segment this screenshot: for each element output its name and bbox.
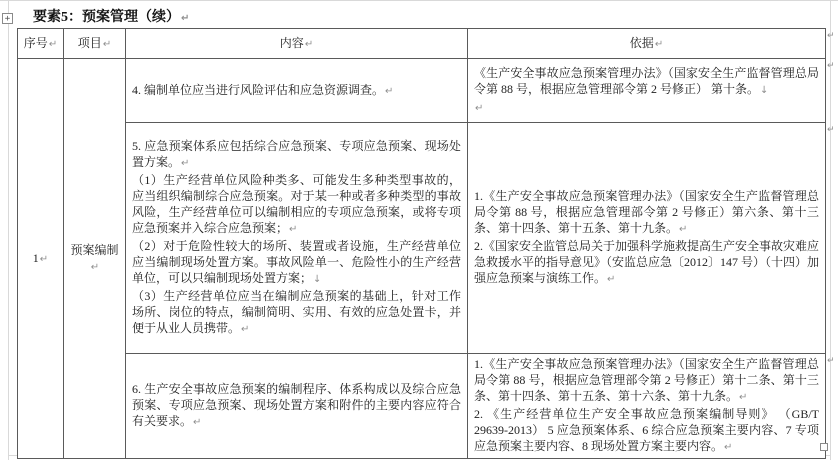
paragraph: （3）生产经营单位应当在编制应急预案的基础上，针对工作场所、岗位的特点，编制简明、实用、有效的应急处置卡，并便于从业人员携带。↵	[132, 289, 461, 335]
section-title-text: 要素5：预案管理（续）	[33, 10, 180, 25]
paragraph-mark-icon: ↵	[241, 324, 250, 335]
paragraph-mark-icon: ↵	[39, 253, 49, 265]
paragraph-mark-icon: ↵	[607, 274, 616, 285]
content-cell-row2[interactable]	[126, 123, 468, 354]
paragraph-mark-icon: ↵	[289, 224, 298, 235]
table-row	[18, 123, 826, 354]
basis-cell-row2[interactable]	[468, 123, 826, 354]
paragraph: 2. 《生产经营单位生产安全事故应急预案编制导则》 （GB/T 29639-2013） 5 应急预案体系、6 综合应急预案主要内容、7 专项应急预案主要内容、8 现场处置方案主要内容。↵	[474, 407, 819, 453]
paragraph: 2.《国家安全监管总局关于加强科学施救提高生产安全事故灾难应急救援水平的指导意见》（安监总应急〔2012〕147 号）（十四）加强应急预案与演练工作。↵	[474, 239, 820, 285]
paragraph: （2）对于危险性较大的场所、装置或者设施，生产经营单位应当编制现场处置方案。事故风险单一、危险性小的生产经营单位，可以只编制现场处置方案；↓	[132, 239, 461, 285]
page-edge-left	[8, 0, 9, 460]
header-basis: 依据↵	[468, 29, 826, 59]
header-project: 项目↵	[64, 29, 126, 59]
paragraph: 4. 编制单位应当进行风险评估和应急资源调查。↵	[132, 82, 394, 97]
content-cell-row3[interactable]	[126, 354, 468, 459]
table-resize-handle[interactable]	[820, 443, 828, 451]
plan-management-table[interactable]	[17, 28, 826, 459]
table-move-handle-icon[interactable]: +	[2, 13, 13, 24]
serial-cell[interactable]: 1↵	[18, 59, 64, 459]
header-serial: 序号↵	[18, 29, 64, 59]
header-content: 内容↵	[126, 29, 468, 59]
paragraph: 6. 生产安全事故应急预案的编制程序、体系构成以及综合应急预案、专项应急预案、现场处置方案和附件的主要内容应符合有关要求。↵	[132, 382, 461, 428]
paragraph: （1）生产经营单位风险种类多、可能发生多种类型事故的，应当组织编制综合应急预案。对于某一种或者多种类型的事故风险，生产经营单位可以编制相应的专项应急预案，或将专项应急预案并入综合应急预案；↵	[132, 173, 461, 235]
paragraph-mark-icon: ↵	[654, 38, 664, 50]
paragraph-mark-icon: ↵	[385, 85, 394, 97]
paragraph-mark-icon: ↵	[304, 38, 314, 50]
project-cell[interactable]: 预案编制↵	[64, 59, 126, 459]
line-break-mark-icon: ↓	[313, 274, 322, 285]
paragraph-mark-icon: ↵	[48, 38, 58, 50]
page-edge-top	[0, 0, 838, 1]
row-end-mark-icon: ↵	[827, 61, 835, 71]
basis-cell-row1[interactable]	[468, 59, 826, 123]
table-row	[18, 354, 826, 459]
paragraph: 1.《生产安全事故应急预案管理办法》（国家安全生产监督管理总局令第 88 号，根据应急管理部令第 2 号修正）第十二条、第十三条、第十四条、第十五条、第十六条、第十九条。↵	[474, 357, 819, 403]
paragraph	[474, 99, 819, 117]
row-end-mark-icon: ↵	[827, 356, 835, 366]
paragraph-mark-icon: ↵	[90, 261, 100, 273]
paragraph: 1.《生产安全事故应急预案管理办法》（国家安全生产监督管理总局令第 88 号，根据应急管理部令第 2 号修正）第六条、第十三条、第十四条、第十五条、第十九条。↵	[474, 189, 819, 235]
line-break-mark-icon: ↓	[760, 84, 769, 96]
row-end-mark-icon: ↵	[827, 125, 835, 135]
paragraph-mark-icon: ↵	[475, 102, 484, 114]
row-end-mark-icon: ↵	[827, 31, 835, 41]
table-row	[18, 59, 826, 123]
content-cell-row1[interactable]	[126, 59, 468, 123]
paragraph-mark-icon: ↵	[102, 38, 112, 50]
paragraph-mark-icon: ↵	[679, 224, 688, 235]
paragraph-mark-icon: ↵	[193, 417, 202, 428]
section-title	[33, 6, 189, 26]
paragraph-mark-icon: ↵	[181, 13, 190, 24]
paragraph: 《生产安全事故应急预案管理办法》（国家安全生产监督管理总局令第 88 号，根据应急管理部令第 2 号修正） 第十条。↓	[474, 65, 819, 96]
paragraph-mark-icon: ↵	[724, 442, 733, 453]
paragraph: 5. 应急预案体系应包括综合应急预案、专项应急预案、现场处置方案。↵	[132, 139, 461, 169]
paragraph-mark-icon: ↵	[739, 392, 748, 403]
paragraph-mark-icon: ↵	[181, 158, 190, 169]
basis-cell-row3[interactable]	[468, 354, 826, 459]
table-header-row	[18, 29, 826, 59]
